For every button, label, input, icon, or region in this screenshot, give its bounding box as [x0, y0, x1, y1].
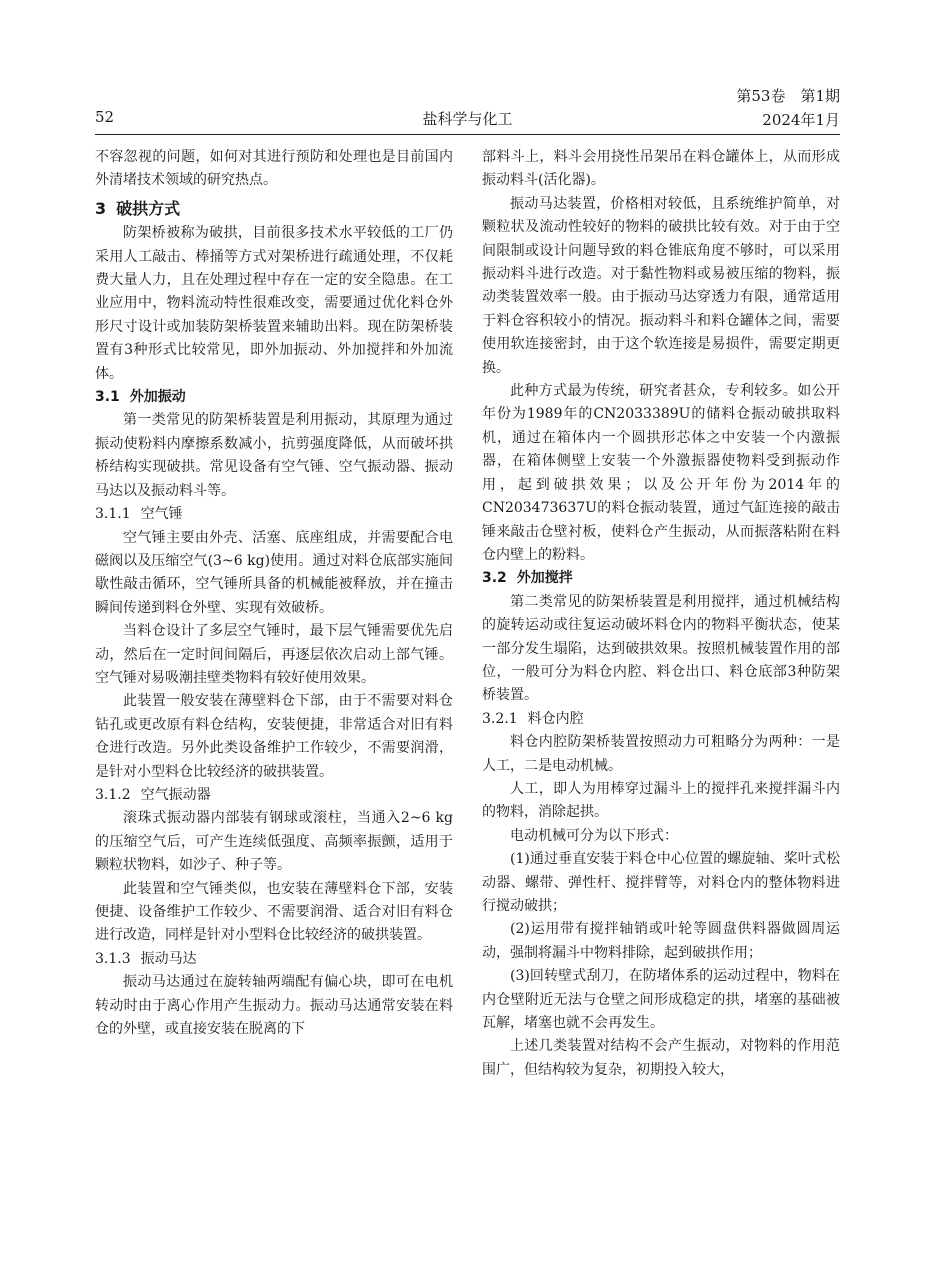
section-heading-3-1 [95, 386, 453, 409]
section-heading-3-2 [482, 567, 840, 590]
paragraph: 当料仓设计了多层空气锤时，最下层气锤需要优先启动，然后在一定时间间隔后，再逐层依次启动上部气锤。空气锤对易吸潮挂壁类物料有较好使用效果。 [95, 623, 453, 686]
paragraph: 上述几类装置对结构不会产生振动，对物料的作用范围广，但结构较为复杂，初期投入较大， [482, 1038, 840, 1078]
paragraph: 振动马达通过在旋转轴两端配有偏心块，即可在电机转动时由于离心作用产生振动力。振动马达通常安装在料仓的外壁，或直接安装在脱离的下 [95, 974, 453, 1038]
section-number: 3.1.2 [95, 786, 131, 803]
journal-title: 盐科学与化工 [422, 110, 513, 128]
paragraph: 防架桥被称为破拱，目前很多技术水平较低的工厂仍采用人工敲击、棒捅等方式对架桥进行疏通处理，不仅耗费大量人力，且在处理过程中存在一定的安全隐患。在工业应用中，物料流动特性很难改变，需要通过优化料仓外形尺寸设计或加装防架桥装置来辅助出料。现在防架桥装置有3种形式比较常见，即外加振动、外加搅拌和外加流体。 [95, 225, 453, 382]
section-title: 振动马达 [140, 950, 197, 967]
section-number: 3.1.3 [95, 950, 131, 967]
section-number: 3.1.1 [95, 506, 131, 523]
paragraph: 料仓内腔防架桥装置按照动力可粗略分为两种：一是人工，二是电动机械。 [482, 734, 840, 774]
paragraph: 此装置和空气锤类似，也安装在薄壁料仓下部，安装便捷、设备维护工作较少、不需要润滑、适合对旧有料仓进行改造，同样是针对小型料仓比较经济的破拱装置。 [95, 880, 453, 944]
paragraph: 滚珠式振动器内部装有钢球或滚柱，当通入2~6 kg的压缩空气后，可产生连续低强度、高频率振颤，适用于颗粒状物料，如沙子、种子等。 [95, 810, 453, 874]
paragraph: 人工，即人为用棒穿过漏斗上的搅拌孔来搅拌漏斗内的物料，消除起拱。 [482, 780, 840, 821]
section-number: 3 [95, 198, 107, 218]
list-item: (2)运用带有搅拌轴销或叶轮等圆盘供料器做圆周运动，强制将漏斗中物料排除，起到破拱作用； [482, 921, 840, 961]
section-title: 料仓内腔 [527, 710, 584, 727]
paragraph: 此种方式最为传统，研究者甚众，专利较多。如公开年份为1989年的CN2033389U的储料仓振动破拱取料机，通过在箱体内一个圆拱形芯体之中安装一个内激振器，在箱体侧壁上安装一个外激振器使物料受到振动作用，起到破拱效果；以及公开年份为2014年的CN203473637U的料仓振动装置，通过气缸连接的敲击锤来敲击仓壁衬板，使料仓产生振动，从而振落粘附在料仓内壁上的粉料。 [482, 383, 840, 563]
section-number: 3.1 [95, 389, 120, 406]
section-title: 空气锤 [140, 506, 183, 523]
paragraph: 此装置一般安装在薄壁料仓下部，由于不需要对料仓钻孔或更改原有料仓结构，安装便捷，非常适合对旧有料仓进行改造。另外此类设备维护工作较少，不需要润滑，是针对小型料仓比较经济的破拱装置。 [95, 693, 453, 780]
paragraph: 电动机械可分为以下形式： [510, 827, 678, 844]
volume-issue: 第53卷 第1期 [736, 87, 840, 105]
section-heading-3-1-2 [95, 784, 453, 807]
section-heading-3 [95, 197, 453, 220]
section-title: 外加振动 [129, 389, 186, 406]
list-item: (1)通过垂直安装于料仓中心位置的螺旋轴、桨叶式松动器、螺带、弹性杆、搅拌臂等，对料仓内的整体物料进行搅动破拱； [482, 851, 840, 914]
section-heading-3-1-1 [95, 503, 453, 526]
paragraph: 空气锤主要由外壳、活塞、底座组成，并需要配合电磁阀以及压缩空气(3~6 kg)使用。通过对料仓底部实施间歇性敲击循环，空气锤所具备的机械能被释放，并在撞击瞬间传递到料仓外壁、实现有效破桥。 [95, 529, 453, 616]
list-item: (3)回转壁式刮刀，在防堵体系的运动过程中，物料在内仓壁附近无法与仓壁之间形成稳定的拱，堵塞的基础被瓦解，堵塞也就不会再发生。 [482, 968, 840, 1032]
running-header [95, 84, 840, 132]
section-heading-3-2-1 [482, 708, 840, 731]
section-title: 空气振动器 [140, 786, 211, 803]
section-title: 破拱方式 [116, 198, 181, 218]
issue-date: 2024年1月 [762, 111, 840, 129]
paragraph: 部料斗上，料斗会用挠性吊架吊在料仓罐体上，从而形成振动料斗(活化器)。 [482, 149, 840, 189]
section-number: 3.2.1 [482, 710, 518, 727]
page-number: 52 [95, 108, 115, 126]
paragraph: 振动马达装置，价格相对较低，且系统维护简单，对颗粒状及流动性较好的物料的破拱比较有效。对于由于空间限制或设计问题导致的料仓锥底角度不够时，可以采用振动料斗进行改造。对于黏性物料或易被压缩的物料，振动类装置效率一般。由于振动马达穿透力有限，通常适用于料仓容积较小的情况。振动料斗和料仓罐体之间，需要使用软连接密封，由于这个软连接是易损件，需要定期更换。 [482, 195, 840, 376]
section-number: 3.2 [482, 570, 507, 587]
left-column [95, 146, 453, 1041]
header-rule [95, 134, 840, 135]
section-heading-3-1-3 [95, 948, 453, 971]
paragraph: 不容忽视的问题，如何对其进行预防和处理也是目前国内外清堵技术领域的研究热点。 [95, 149, 453, 189]
issue-info [736, 84, 840, 132]
paragraph: 第一类常见的防架桥装置是利用振动，其原理为通过振动使粉料内摩擦系数减小，抗剪强度降低，从而破坏拱桥结构实现破拱。常见设备有空气锤、空气振动器、振动马达以及振动料斗等。 [95, 412, 453, 499]
paragraph: 第二类常见的防架桥装置是利用搅拌，通过机械结构的旋转运动或往复运动破坏料仓内的物料平衡状态，使某一部分发生塌陷，达到破拱效果。按照机械装置作用的部位，一般可分为料仓内腔、料仓出口、料仓底部3种防架桥装置。 [482, 593, 840, 704]
right-column [482, 146, 840, 1082]
section-title: 外加搅拌 [516, 570, 573, 587]
